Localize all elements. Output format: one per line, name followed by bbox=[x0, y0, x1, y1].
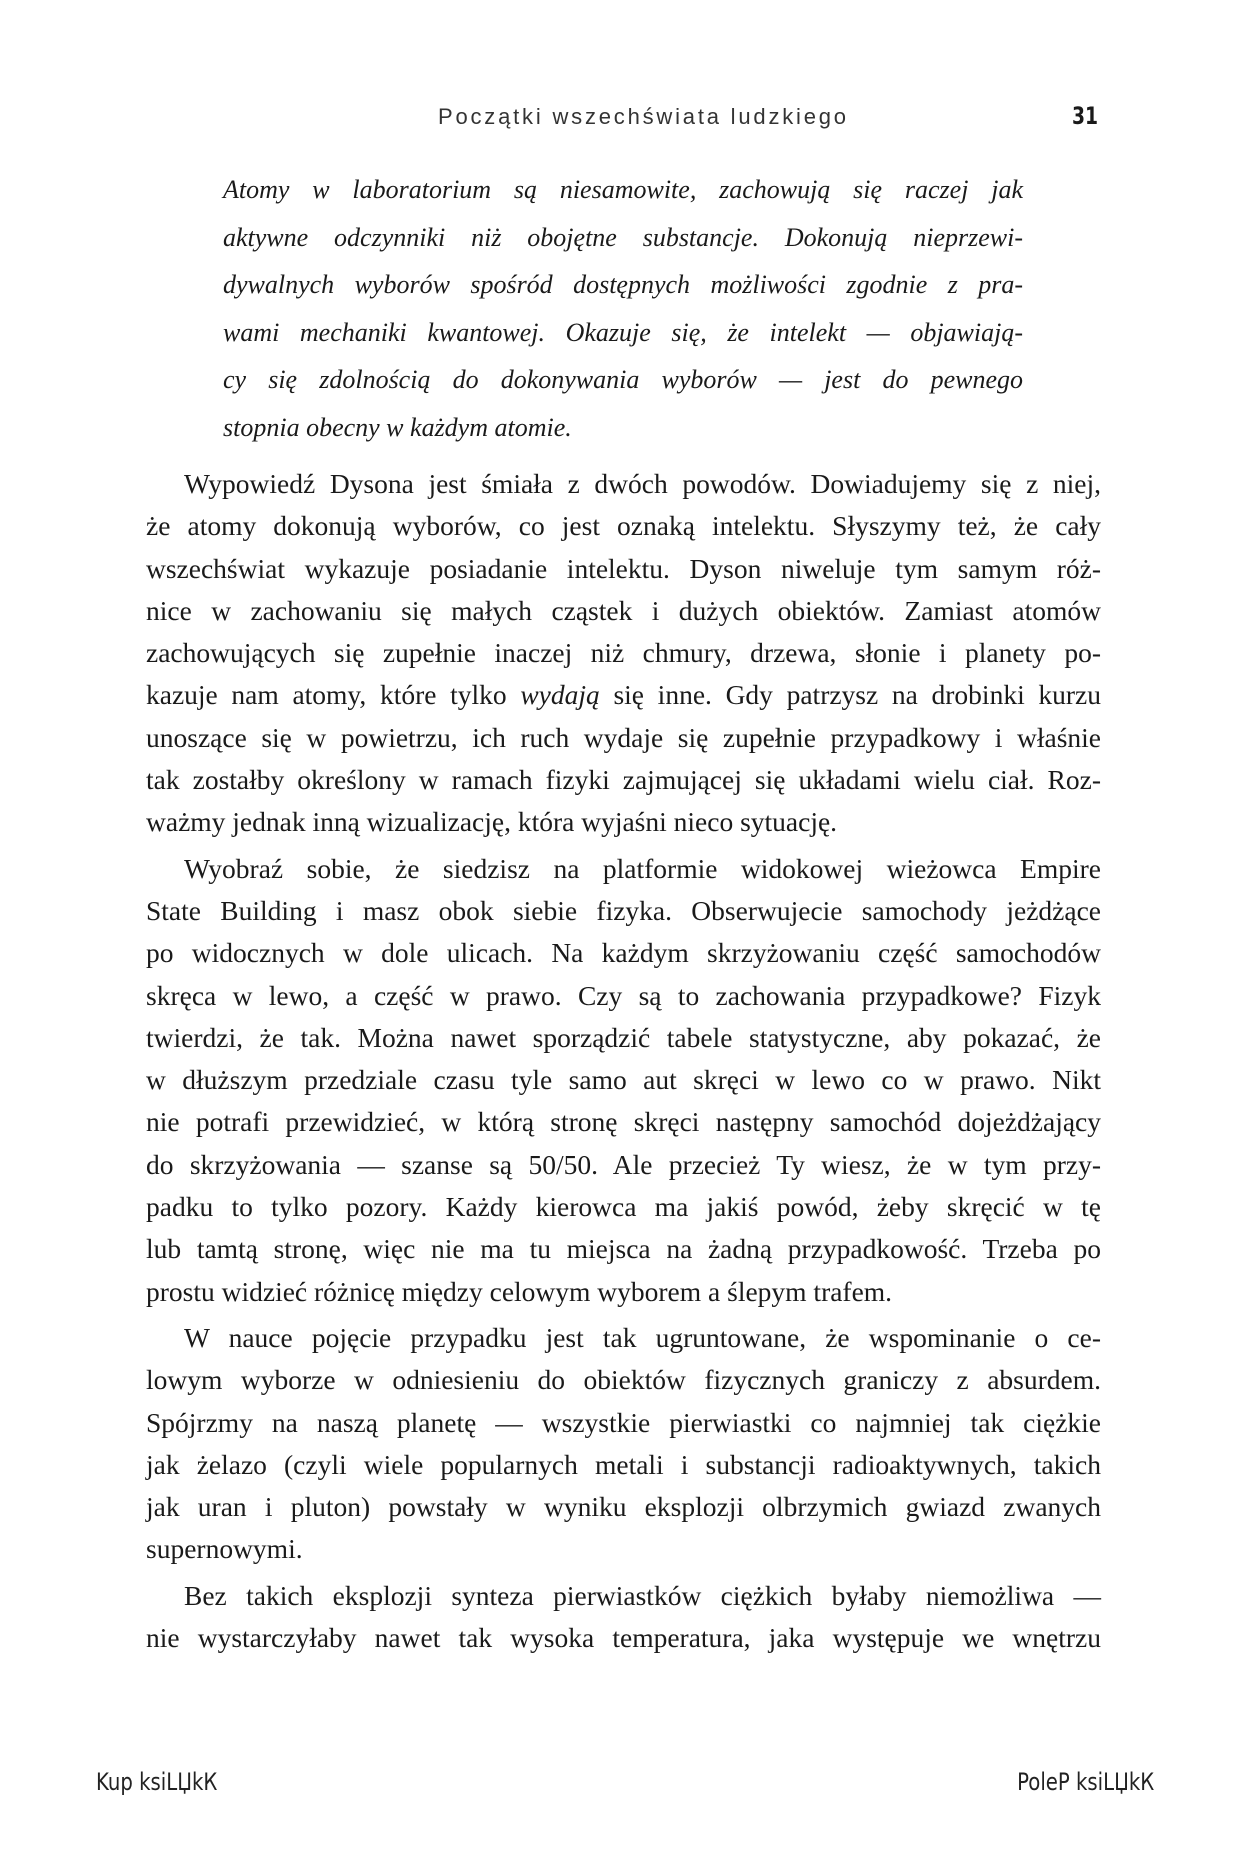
text-line: w dłuższym przedziale czasu tyle samo aut skręci w lewo co w prawo. Nikt bbox=[146, 1064, 1101, 1096]
paragraph bbox=[146, 1575, 1101, 1660]
text-line: do skrzyżowania — szanse są 50/50. Ale przecież Ty wiesz, że w tym przy- bbox=[146, 1148, 1101, 1180]
running-title: Początki wszechświata ludzkiego bbox=[438, 104, 849, 129]
emphasized-word: wydają bbox=[520, 679, 600, 711]
recommend-book-link[interactable]: PoleР ksiLЏkК bbox=[1016, 1768, 1154, 1796]
text-segment: kazuje nam atomy, które tylko bbox=[146, 679, 521, 711]
text-line: padku to tylko pozory. Każdy kierowca ma jakiś powód, żeby skręcić w tę bbox=[146, 1191, 1101, 1223]
text-line: że atomy dokonują wyborów, co jest oznaką intelektu. Słyszymy też, że cały bbox=[146, 510, 1101, 542]
text-line: supernowymi. bbox=[146, 1533, 303, 1565]
text-line: lowym wyborze w odniesieniu do obiektów fizycznych graniczy z absurdem. bbox=[146, 1364, 1101, 1396]
body-text bbox=[146, 463, 1101, 1659]
text-line: tak zostałby określony w ramach fizyki zajmującej się układami wielu ciał. Roz- bbox=[146, 764, 1101, 796]
buy-book-link[interactable]: Kup ksiLЏkК bbox=[96, 1768, 218, 1796]
text-line: wszechświat wykazuje posiadanie intelektu. Dyson niweluje tym samym róż- bbox=[146, 552, 1101, 584]
quote-line: dywalnych wyborów spośród dostępnych możliwości zgodnie z pra- bbox=[223, 270, 1023, 300]
text-line: Wypowiedź Dysona jest śmiała z dwóch powodów. Dowiadujemy się z niej, bbox=[184, 468, 1101, 499]
text-line: jak żelazo (czyli wiele popularnych metali i substancji radioaktywnych, takich bbox=[146, 1448, 1101, 1480]
page-number: 31 bbox=[1072, 102, 1099, 130]
text-line: ważmy jednak inną wizualizację, która wyjaśni nieco sytuację. bbox=[146, 806, 838, 838]
quote-line: stopnia obecny w każdym atomie. bbox=[223, 412, 572, 442]
text-line: Spójrzmy na naszą planetę — wszystkie pierwiastki co najmniej tak ciężkie bbox=[146, 1406, 1101, 1438]
text-line: Bez takich eksplozji synteza pierwiastków ciężkich byłaby niemożliwa — bbox=[184, 1579, 1101, 1611]
text-line: W nauce pojęcie przypadku jest tak ugruntowane, że wspominanie o ce- bbox=[184, 1321, 1101, 1353]
paragraph bbox=[146, 1317, 1101, 1571]
text-line: nie potrafi przewidzieć, w którą stronę skręci następny samochód dojeżdżający bbox=[146, 1106, 1101, 1138]
text-line: prostu widzieć różnicę między celowym wyborem a ślepym trafem. bbox=[146, 1275, 893, 1307]
block-quote bbox=[223, 166, 1023, 452]
text-line: zachowujących się zupełnie inaczej niż chmury, drzewa, słonie i planety po- bbox=[146, 637, 1101, 669]
quote-line: aktywne odczynniki niż obojętne substancje. Dokonują nieprzewi- bbox=[223, 222, 1023, 252]
text-line bbox=[146, 674, 1101, 716]
text-line: Wyobraź sobie, że siedzisz na platformie widokowej wieżowca Empire bbox=[184, 852, 1101, 884]
quote-line: cy się zdolnością do dokonywania wyborów — jest do pewnego bbox=[223, 365, 1023, 395]
text-line: nie wystarczyłaby nawet tak wysoka temperatura, jaka występuje we wnętrzu bbox=[146, 1622, 1101, 1654]
text-line: skręca w lewo, a część w prawo. Czy są to zachowania przypadkowe? Fizyk bbox=[146, 979, 1101, 1011]
text-line: State Building i masz obok siebie fizyka. Obserwujecie samochody jeżdżące bbox=[146, 894, 1101, 926]
quote-line: Atomy w laboratorium są niesamowite, zachowują się raczej jak bbox=[223, 175, 1023, 204]
text-line: jak uran i pluton) powstały w wyniku eksplozji olbrzymich gwiazd zwanych bbox=[146, 1491, 1101, 1523]
text-segment: się inne. Gdy patrzysz na drobinki kurzu bbox=[599, 679, 1101, 711]
paragraph bbox=[146, 463, 1101, 844]
text-line: unoszące się w powietrzu, ich ruch wydaje się zupełnie przypadkowy i właśnie bbox=[146, 721, 1101, 753]
text-line: twierdzi, że tak. Można nawet sporządzić tabele statystyczne, aby pokazać, że bbox=[146, 1021, 1101, 1053]
text-line: lub tamtą stronę, więc nie ma tu miejsca na żadną przypadkowość. Trzeba po bbox=[146, 1233, 1101, 1265]
quote-line: wami mechaniki kwantowej. Okazuje się, że intelekt — objawiają- bbox=[223, 317, 1023, 347]
text-line: nice w zachowaniu się małych cząstek i dużych obiektów. Zamiast atomów bbox=[146, 594, 1101, 626]
paragraph bbox=[146, 848, 1101, 1313]
text-line: po widocznych w dole ulicach. Na każdym skrzyżowaniu część samochodów bbox=[146, 937, 1101, 969]
